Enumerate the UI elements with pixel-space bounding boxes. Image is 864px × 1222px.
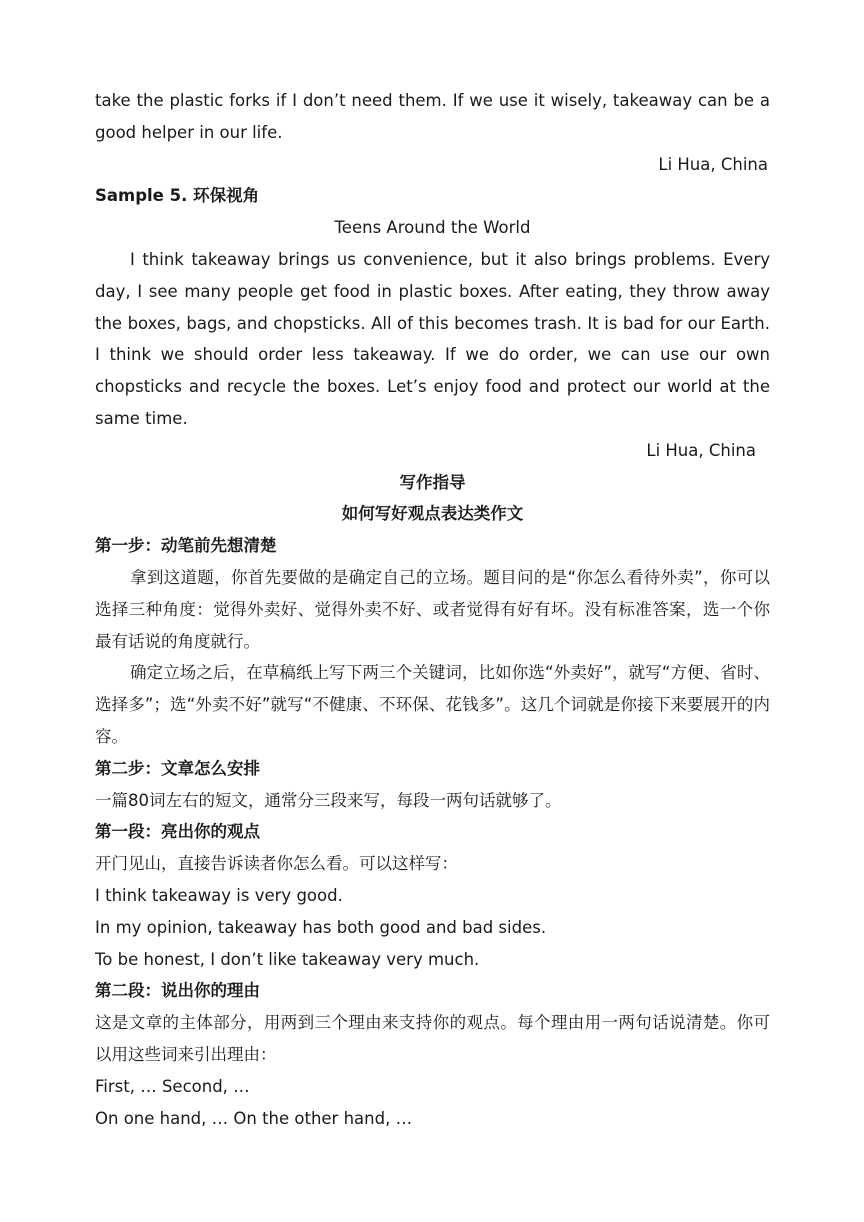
step-paragraph: 一篇80词左右的短文，通常分三段来写，每段一两句话就够了。 [95, 790, 562, 810]
previous-sample-continuation: take the plastic forks if I don’t need them. If we use it wisely, takeaway can be a good helper in our life. [95, 91, 770, 142]
sample-title: Teens Around the World [334, 218, 531, 238]
paragraph-title: 第一段：亮出你的观点 [95, 822, 260, 842]
signature: Li Hua, China [646, 440, 756, 460]
section-subheading: 如何写好观点表达类作文 [341, 504, 524, 524]
section-heading: 写作指导 [399, 472, 466, 492]
sample-heading: Sample 5. 环保视角 [95, 186, 260, 206]
example-sentence: I think takeaway is very good. [95, 885, 343, 905]
document-page [95, 85, 770, 1134]
example-sentence: In my opinion, takeaway has both good and bad sides. [95, 917, 547, 937]
paragraph-intro: 这是文章的主体部分，用两到三个理由来支持你的观点。每个理由用一两句话说清楚。你可以用这些词来引出理由： [95, 1013, 770, 1064]
step-paragraph: 确定立场之后，在草稿纸上写下两三个关键词，比如你选“外卖好”，就写“方便、省时、选择多”；选“外卖不好”就写“不健康、不环保、花钱多”。这几个词就是你接下来要展开的内容。 [95, 663, 770, 746]
example-phrase: First, … Second, … [95, 1076, 250, 1096]
step-paragraph: 拿到这道题，你首先要做的是确定自己的立场。题目问的是“你怎么看待外卖”，你可以选择三种角度：觉得外卖好、觉得外卖不好、或者觉得有好有坏。没有标准答案，选一个你最有话说的角度就行。 [95, 567, 770, 651]
paragraph-title: 第二段：说出你的理由 [95, 981, 260, 1001]
example-sentence: To be honest, I don’t like takeaway very much. [95, 949, 480, 969]
sample-body: I think takeaway brings us convenience, but it also brings problems. Every day, I see many people get food in plastic boxes. After eating, they throw away the boxes, bags, and chopsticks. All of this becomes trash. It is bad for our Earth. I think we should order less takeaway. If we do order, we can use our own chopsticks and recycle the boxes. Let’s enjoy food and protect our world at the same time. [95, 249, 770, 428]
example-phrase: On one hand, … On the other hand, … [95, 1108, 413, 1128]
signature: Li Hua, China [658, 154, 768, 174]
step-title: 第一步：动笔前先想清楚 [95, 536, 277, 556]
paragraph-intro: 开门见山，直接告诉读者你怎么看。可以这样写： [95, 854, 458, 874]
step-title: 第二步：文章怎么安排 [95, 758, 260, 778]
